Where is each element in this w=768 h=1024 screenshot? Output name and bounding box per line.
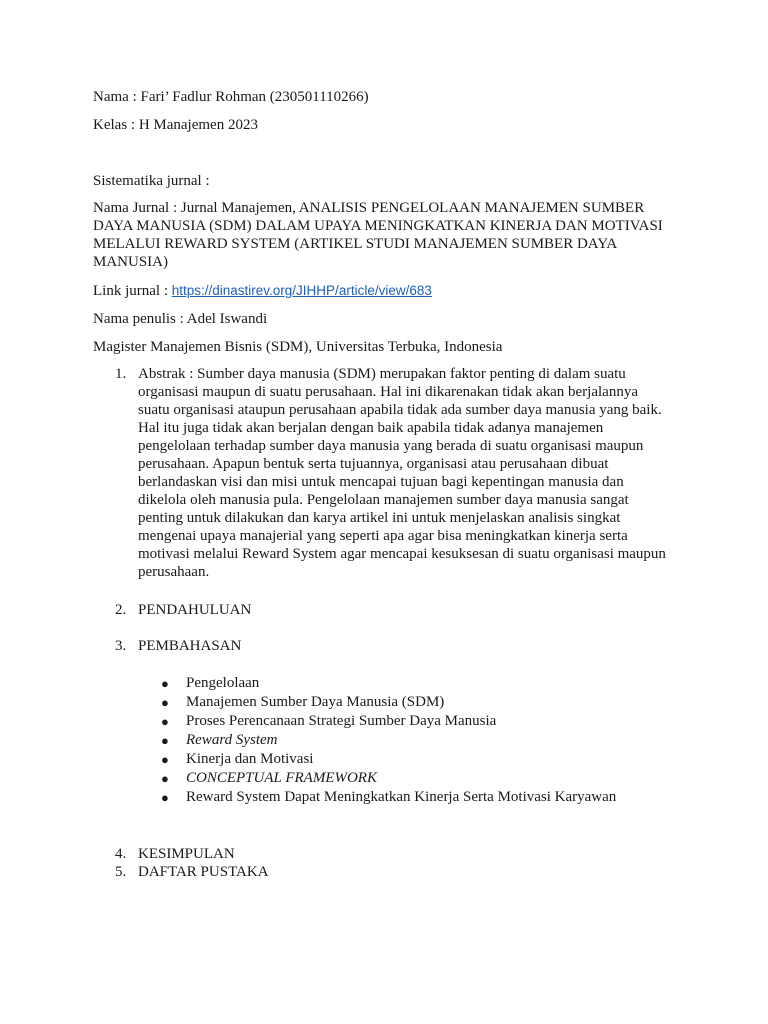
abstract-text: Abstrak : Sumber daya manusia (SDM) merupakan faktor penting di dalam suatu organisasi maupun di suatu perusahaan. Hal ini dikarenakan tidak akan berjalannya suatu organisasi ataupun perusahaan apabila tidak ada sumber daya manusia yang baik. Hal itu juga tidak akan berjalan dengan baik apabila tidak adanya manajemen pengelolaan terhadap sumber daya manusia yang berada di suatu organisasi maupun perusahaan. Apapun bentuk serta tujuannya, organisasi atau perusahaan dibuat berlandaskan visi dan misi untuk mencapai tujuan bagi kepentingan manusia dan dikelola oleh manusia pula. Pengelolaan manajemen sumber daya manusia sangat penting untuk dilakukan dan karya artikel ini untuk menjelaskan analisis singkat mengenai upaya manajerial yang seperti apa agar bisa meningkatkan kinerja serta motivasi melalui Reward System agar mencapai kesuksesan di suatu organisasi maupun perusahaan.: [138, 366, 666, 580]
list-number: 1.: [115, 366, 127, 382]
bullet-item: Manajemen Sumber Daya Manusia (SDM): [186, 694, 445, 710]
bullet-item: Pengelolaan: [186, 675, 260, 691]
author-affiliation: Magister Manajemen Bisnis (SDM), Universitas Terbuka, Indonesia: [93, 339, 503, 355]
bullet-item: Kinerja dan Motivasi: [186, 751, 314, 767]
bullet-icon: ●: [161, 676, 169, 691]
bullet-item: Reward System Dapat Meningkatkan Kinerja Serta Motivasi Karyawan: [186, 789, 617, 805]
journal-name: Nama Jurnal : Jurnal Manajemen, ANALISIS PENGELOLAAN MANAJEMEN SUMBER DAYA MANUSIA (SDM) DALAM UPAYA MENINGKATKAN KINERJA DAN MOTIVASI MELALUI REWARD SYSTEM (ARTIKEL STUDI MANAJEMEN SUMBER DAYA MANUSIA): [93, 200, 663, 270]
bullet-icon: ●: [161, 771, 169, 786]
bullet-icon: ●: [161, 752, 169, 767]
student-class: Kelas : H Manajemen 2023: [93, 117, 258, 133]
section-daftar-pustaka: DAFTAR PUSTAKA: [138, 864, 269, 880]
student-name: Nama : Fari’ Fadlur Rohman (230501110266): [93, 89, 369, 105]
author-name: Nama penulis : Adel Iswandi: [93, 311, 268, 327]
section-pendahuluan: PENDAHULUAN: [138, 602, 252, 618]
journal-link-label: Link jurnal :: [93, 283, 172, 299]
journal-link-line: [93, 282, 432, 300]
list-number: 3.: [115, 638, 127, 654]
bullet-item: CONCEPTUAL FRAMEWORK: [186, 770, 377, 786]
sistematika-label: Sistematika jurnal :: [93, 173, 210, 189]
bullet-icon: ●: [161, 790, 169, 805]
bullet-item: Proses Perencanaan Strategi Sumber Daya Manusia: [186, 713, 497, 729]
bullet-icon: ●: [161, 695, 169, 710]
bullet-icon: ●: [161, 714, 169, 729]
list-number: 2.: [115, 602, 127, 618]
section-kesimpulan: KESIMPULAN: [138, 846, 235, 862]
list-number: 4.: [115, 846, 127, 862]
journal-link[interactable]: https://dinastirev.org/JIHHP/article/view/683: [171, 283, 432, 298]
list-number: 5.: [115, 864, 127, 880]
bullet-item: Reward System: [186, 732, 278, 748]
section-pembahasan: PEMBAHASAN: [138, 638, 242, 654]
bullet-icon: ●: [161, 733, 169, 748]
